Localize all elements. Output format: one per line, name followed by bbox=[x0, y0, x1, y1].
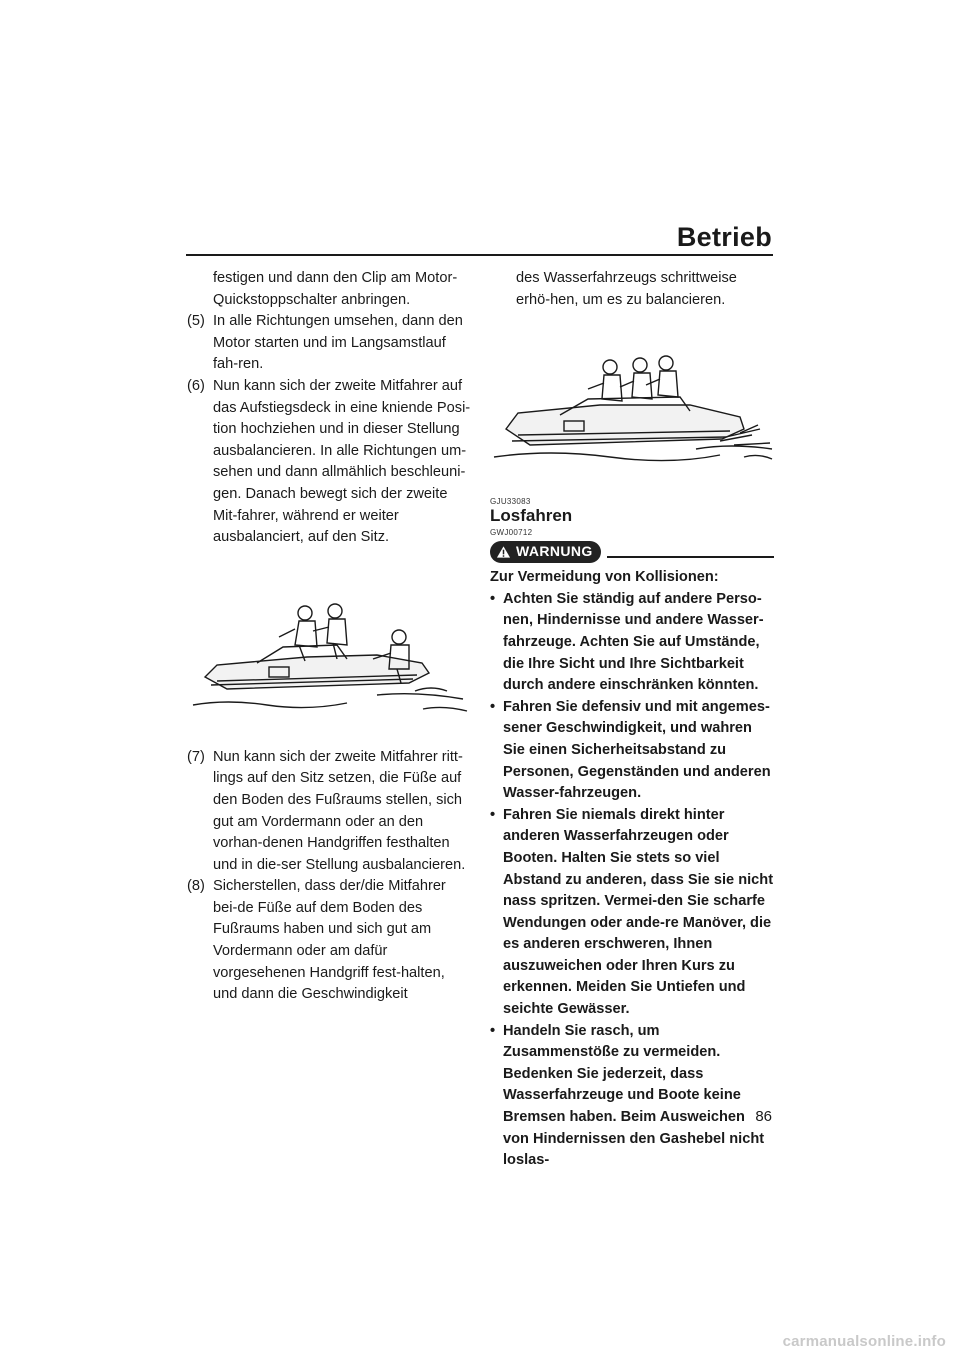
page-header-title: Betrieb bbox=[676, 222, 772, 252]
warning-code: GWJ00712 bbox=[490, 528, 533, 538]
right-column bbox=[490, 268, 774, 1172]
bullet-text: Handeln Sie rasch, um Zusammenstöße zu vermeiden. Bedenken Sie jederzeit, dass Wasserfahrzeuge und Boote keine Bremsen haben. Beim Ausweichen von Hindernissen den Gashebel nicht loslas- bbox=[503, 1022, 765, 1169]
page-number: 86 bbox=[755, 1108, 772, 1125]
step-text: Nun kann sich der zweite Mitfahrer ritt-lings auf den Sitz setzen, die Füße auf den Boden des Fußraums stellen, sich gut am Vordermann oder an den vorhan-denen Handgriffen festhalten und in die-ser Stellung ausbalancieren. bbox=[213, 748, 466, 873]
warning-rule bbox=[607, 556, 774, 558]
bullet-dot: • bbox=[490, 806, 496, 823]
warning-bullet bbox=[490, 1021, 774, 1172]
continuation-text: festigen und dann den Clip am Motor-Quickstoppschalter anbringen. bbox=[213, 270, 458, 308]
step-number: (6) bbox=[187, 377, 205, 394]
bullet-dot: • bbox=[490, 1022, 496, 1039]
bullet-text: Fahren Sie niemals direkt hinter anderen Wasserfahrzeugen oder Booten. Halten Sie stets so viel Abstand zu anderen, dass Sie sie nicht nass spritzen. Vermei-den Sie scharfe Wendungen oder ande-re Manöver, die es anderen erschweren, Ihnen auszuweichen oder Ihren Kurs zu erkennen. Meiden Sie Untiefen und seichte Gewässer. bbox=[503, 806, 774, 1018]
left-column bbox=[187, 268, 473, 1006]
warning-intro: Zur Vermeidung von Kollisionen: bbox=[490, 569, 719, 586]
step-number: (5) bbox=[187, 313, 205, 330]
illustration-three-riders bbox=[490, 325, 774, 485]
footer-watermark-link[interactable]: carmanualsonline.info bbox=[782, 1333, 946, 1350]
bullet-text: Fahren Sie defensiv und mit angemes-sener Geschwindigkeit, und wahren Sie einen Sicherheitsabstand zu Personen, Gegenständen und anderen Wasser-fahrzeugen. bbox=[503, 698, 771, 802]
step-7 bbox=[187, 747, 473, 877]
bullet-text: Achten Sie ständig auf andere Perso-nen, Hindernisse und andere Wasser-fahrzeuge. Achten Sie auf Umstände, die Ihre Sicht und Ihre Sichtbarkeit durch andere einschränken könnten. bbox=[503, 590, 764, 694]
step-5 bbox=[187, 311, 473, 376]
step-text: Nun kann sich der zweite Mitfahrer auf das Aufstiegsdeck in eine kniende Posi-tion hochziehen und in dieser Stellung ausbalancieren. In alle Richtungen um-sehen und dann allmählich beschleuni-gen. Danach bewegt sich der zweite Mit-fahrer, während er weiter ausbalanciert, auf den Sitz. bbox=[213, 377, 471, 546]
step-8 bbox=[187, 876, 473, 1006]
warning-label: WARNUNG bbox=[516, 543, 593, 560]
warning-bullet bbox=[490, 697, 774, 805]
section-code: GJU33083 bbox=[490, 497, 531, 507]
warning-bullet bbox=[490, 589, 774, 697]
step-text: In alle Richtungen umsehen, dann den Motor starten und im Langsamstlauf fah-ren. bbox=[213, 313, 463, 373]
bullet-dot: • bbox=[490, 590, 496, 607]
step-text: Sicherstellen, dass der/die Mitfahrer bei-de Füße auf dem Boden des Fußraums haben und sich gut am Vordermann oder am dafür vorgesehenen Handgriff fest-halten, und dann die Geschwindigkeit bbox=[213, 878, 446, 1003]
step-6 bbox=[187, 376, 473, 549]
header-rule bbox=[186, 254, 773, 256]
continuation-text: des Wasserfahrzeugs schrittweise erhö-hen, um es zu balancieren. bbox=[516, 270, 737, 308]
bullet-dot: • bbox=[490, 698, 496, 715]
step-number: (8) bbox=[187, 878, 205, 895]
warning-bullet bbox=[490, 805, 774, 1021]
warning-badge bbox=[490, 541, 601, 563]
illustration-two-riders-and-swimmer bbox=[187, 559, 473, 729]
warning-header bbox=[490, 540, 774, 564]
section-title: Losfahren bbox=[490, 506, 573, 526]
warning-triangle-icon bbox=[496, 545, 511, 559]
step-number: (7) bbox=[187, 748, 205, 765]
